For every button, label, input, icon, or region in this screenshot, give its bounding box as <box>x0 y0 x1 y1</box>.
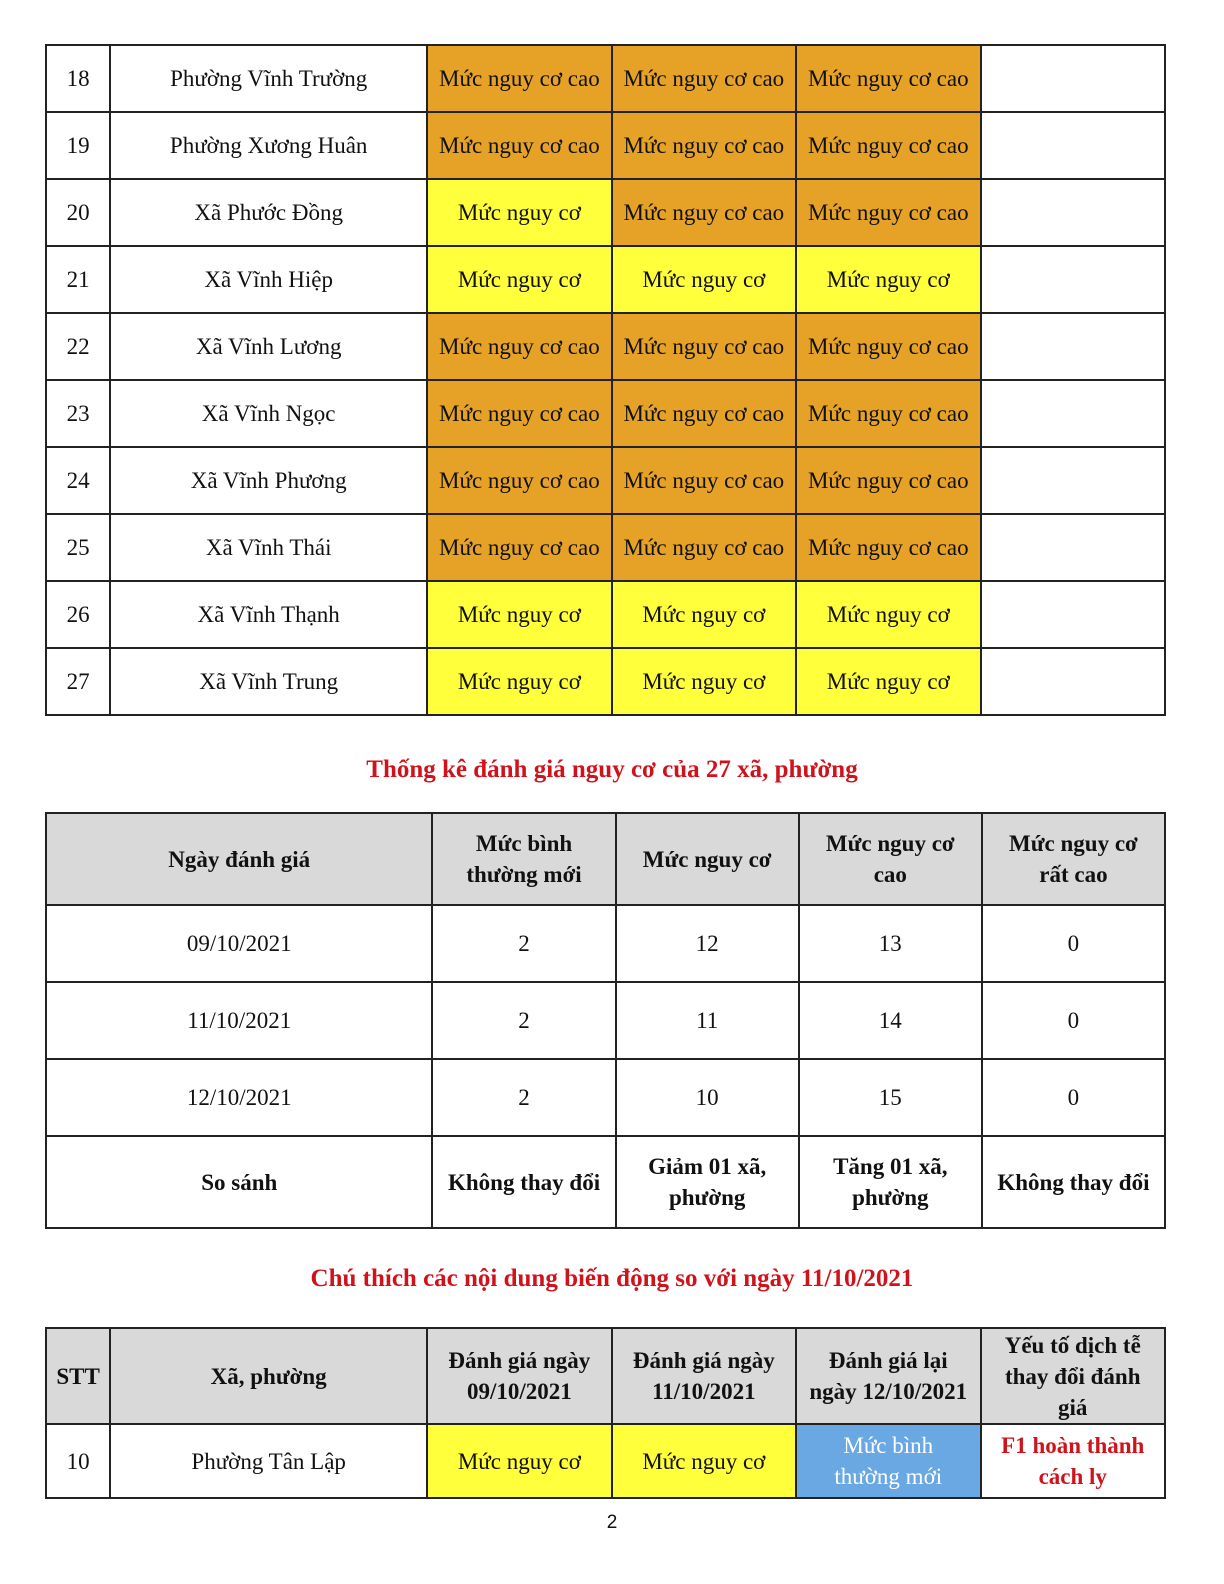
header-reeval-1210 <box>796 1328 980 1424</box>
header-eval-0910-line1: Đánh giá ngày <box>448 1348 591 1373</box>
row-stt: 25 <box>46 514 110 581</box>
header-eval-0910-line2: 09/10/2021 <box>466 1379 572 1404</box>
row-reeval-1210 <box>796 1424 980 1498</box>
risk-level-cell: Mức nguy cơ cao <box>796 313 980 380</box>
row-ward-name: Xã Vĩnh Ngọc <box>110 380 427 447</box>
row-factor <box>981 1424 1166 1498</box>
row-stt: 27 <box>46 648 110 715</box>
notes-title: Chú thích các nội dung biến động so với ngày 11/10/2021 <box>310 1265 914 1292</box>
compare-very-high-risk: Không thay đổi <box>982 1136 1165 1228</box>
stats-date: 11/10/2021 <box>46 982 432 1059</box>
header-eval-1110 <box>612 1328 796 1424</box>
empty-cell <box>981 112 1166 179</box>
risk-level-cell: Mức nguy cơ <box>612 648 796 715</box>
risk-level-cell: Mức nguy cơ cao <box>612 313 796 380</box>
stats-date: 09/10/2021 <box>46 905 432 982</box>
stats-table <box>45 812 1166 1229</box>
header-factor-line3: giá <box>1058 1394 1088 1420</box>
risk-row <box>46 246 1165 313</box>
row-ward-name: Phường Xương Huân <box>110 112 427 179</box>
stats-header-row <box>46 813 1165 905</box>
header-high-risk-line1: Mức nguy cơ <box>825 831 955 856</box>
changes-table <box>45 1327 1166 1499</box>
empty-cell <box>981 246 1166 313</box>
risk-level-cell: Mức nguy cơ cao <box>796 45 980 112</box>
compare-risk-line2: phường <box>668 1185 746 1210</box>
stats-row <box>46 905 1165 982</box>
row-ward-name: Phường Tân Lập <box>110 1424 427 1498</box>
header-normal-line1: Mức bình <box>475 831 573 856</box>
row-stt: 10 <box>46 1424 110 1498</box>
stats-value: 14 <box>799 982 982 1059</box>
risk-level-cell: Mức nguy cơ <box>796 648 980 715</box>
header-factor-line1: Yếu tố dịch tễ <box>1004 1332 1141 1358</box>
header-reeval-1210-line2: ngày 12/10/2021 <box>809 1379 968 1404</box>
header-factor <box>981 1328 1166 1424</box>
compare-high-risk <box>799 1136 982 1228</box>
empty-cell <box>981 581 1166 648</box>
stats-date: 12/10/2021 <box>46 1059 432 1136</box>
stats-value: 10 <box>616 1059 799 1136</box>
header-normal <box>432 813 615 905</box>
header-risk: Mức nguy cơ <box>616 813 799 905</box>
risk-level-cell: Mức nguy cơ cao <box>796 112 980 179</box>
row-ward-name: Xã Vĩnh Lương <box>110 313 427 380</box>
risk-row <box>46 112 1165 179</box>
row-ward-name: Xã Vĩnh Trung <box>110 648 427 715</box>
compare-high-risk-line2: phường <box>852 1185 929 1210</box>
risk-level-cell: Mức nguy cơ cao <box>796 179 980 246</box>
header-very-high-risk-line1: Mức nguy cơ <box>1009 831 1138 856</box>
row-eval-0910: Mức nguy cơ <box>427 1424 611 1498</box>
risk-level-cell: Mức nguy cơ <box>612 246 796 313</box>
risk-row <box>46 514 1165 581</box>
row-stt: 18 <box>46 45 110 112</box>
stats-compare-row <box>46 1136 1165 1228</box>
row-stt: 19 <box>46 112 110 179</box>
risk-level-cell: Mức nguy cơ cao <box>796 380 980 447</box>
header-high-risk-line2: cao <box>873 862 907 887</box>
risk-level-cell: Mức nguy cơ <box>427 581 611 648</box>
risk-row <box>46 648 1165 715</box>
risk-level-cell: Mức nguy cơ cao <box>427 313 611 380</box>
empty-cell <box>981 648 1166 715</box>
risk-level-cell: Mức nguy cơ <box>612 581 796 648</box>
compare-risk-line1: Giảm 01 xã, <box>648 1154 767 1179</box>
risk-level-table <box>45 44 1166 716</box>
row-stt: 26 <box>46 581 110 648</box>
changes-header-row <box>46 1328 1165 1424</box>
risk-row <box>46 581 1165 648</box>
compare-label: So sánh <box>46 1136 432 1228</box>
header-eval-1110-line2: 11/10/2021 <box>652 1379 756 1404</box>
page-number: 2 <box>606 1512 618 1533</box>
risk-level-cell: Mức nguy cơ <box>427 246 611 313</box>
header-eval-1110-line1: Đánh giá ngày <box>632 1348 775 1373</box>
stats-value: 2 <box>432 982 615 1059</box>
risk-level-cell: Mức nguy cơ cao <box>427 447 611 514</box>
empty-cell <box>981 447 1166 514</box>
stats-value: 13 <box>799 905 982 982</box>
risk-row <box>46 179 1165 246</box>
header-normal-line2: thường mới <box>466 862 582 887</box>
empty-cell <box>981 380 1166 447</box>
changes-row <box>46 1424 1165 1498</box>
risk-level-cell: Mức nguy cơ cao <box>612 179 796 246</box>
risk-level-cell: Mức nguy cơ <box>427 179 611 246</box>
empty-cell <box>981 313 1166 380</box>
header-very-high-risk-line2: rất cao <box>1039 862 1108 887</box>
compare-high-risk-line1: Tăng 01 xã, <box>833 1154 948 1179</box>
risk-level-cell: Mức nguy cơ cao <box>612 112 796 179</box>
header-date: Ngày đánh giá <box>46 813 432 905</box>
stats-value: 12 <box>616 905 799 982</box>
header-stt: STT <box>46 1328 110 1424</box>
row-eval-1110: Mức nguy cơ <box>612 1424 796 1498</box>
empty-cell <box>981 45 1166 112</box>
stats-value: 0 <box>982 905 1165 982</box>
empty-cell <box>981 514 1166 581</box>
risk-level-cell: Mức nguy cơ cao <box>612 447 796 514</box>
row-ward-name: Xã Vĩnh Hiệp <box>110 246 427 313</box>
row-ward-name: Xã Vĩnh Thạnh <box>110 581 427 648</box>
risk-level-cell: Mức nguy cơ cao <box>427 45 611 112</box>
compare-risk <box>616 1136 799 1228</box>
empty-cell <box>981 179 1166 246</box>
row-ward-name: Xã Vĩnh Thái <box>110 514 427 581</box>
compare-normal: Không thay đổi <box>432 1136 615 1228</box>
row-stt: 24 <box>46 447 110 514</box>
row-stt: 23 <box>46 380 110 447</box>
row-ward-name: Phường Vĩnh Trường <box>110 45 427 112</box>
stats-value: 11 <box>616 982 799 1059</box>
header-high-risk <box>799 813 982 905</box>
risk-row <box>46 45 1165 112</box>
row-stt: 22 <box>46 313 110 380</box>
risk-level-cell: Mức nguy cơ cao <box>612 45 796 112</box>
row-stt: 20 <box>46 179 110 246</box>
header-eval-0910 <box>427 1328 611 1424</box>
stats-row <box>46 982 1165 1059</box>
risk-row <box>46 447 1165 514</box>
header-ward: Xã, phường <box>110 1328 427 1424</box>
risk-level-cell: Mức nguy cơ <box>427 648 611 715</box>
row-ward-name: Xã Phước Đồng <box>110 179 427 246</box>
header-reeval-1210-line1: Đánh giá lại <box>828 1348 948 1373</box>
stats-value: 15 <box>799 1059 982 1136</box>
row-factor-line1: F1 hoàn thành <box>1001 1433 1145 1458</box>
risk-level-cell: Mức nguy cơ cao <box>427 112 611 179</box>
risk-level-table-body <box>46 45 1165 715</box>
risk-level-cell: Mức nguy cơ cao <box>427 514 611 581</box>
stats-value: 0 <box>982 1059 1165 1136</box>
stats-value: 2 <box>432 905 615 982</box>
row-stt: 21 <box>46 246 110 313</box>
stats-title: Thống kê đánh giá nguy cơ của 27 xã, phường <box>366 756 858 783</box>
risk-level-cell: Mức nguy cơ cao <box>427 380 611 447</box>
row-reeval-1210-line2: thường mới <box>834 1464 943 1489</box>
risk-level-cell: Mức nguy cơ cao <box>796 447 980 514</box>
stats-value: 2 <box>432 1059 615 1136</box>
risk-level-cell: Mức nguy cơ <box>796 581 980 648</box>
risk-level-cell: Mức nguy cơ cao <box>612 514 796 581</box>
header-very-high-risk <box>982 813 1165 905</box>
risk-row <box>46 313 1165 380</box>
row-reeval-1210-line1: Mức bình <box>843 1433 934 1458</box>
stats-row <box>46 1059 1165 1136</box>
row-ward-name: Xã Vĩnh Phương <box>110 447 427 514</box>
risk-level-cell: Mức nguy cơ <box>796 246 980 313</box>
risk-row <box>46 380 1165 447</box>
header-factor-line2: thay đổi đánh <box>1004 1363 1141 1389</box>
risk-level-cell: Mức nguy cơ cao <box>612 380 796 447</box>
row-factor-line2: cách ly <box>1038 1464 1107 1489</box>
stats-value: 0 <box>982 982 1165 1059</box>
risk-level-cell: Mức nguy cơ cao <box>796 514 980 581</box>
